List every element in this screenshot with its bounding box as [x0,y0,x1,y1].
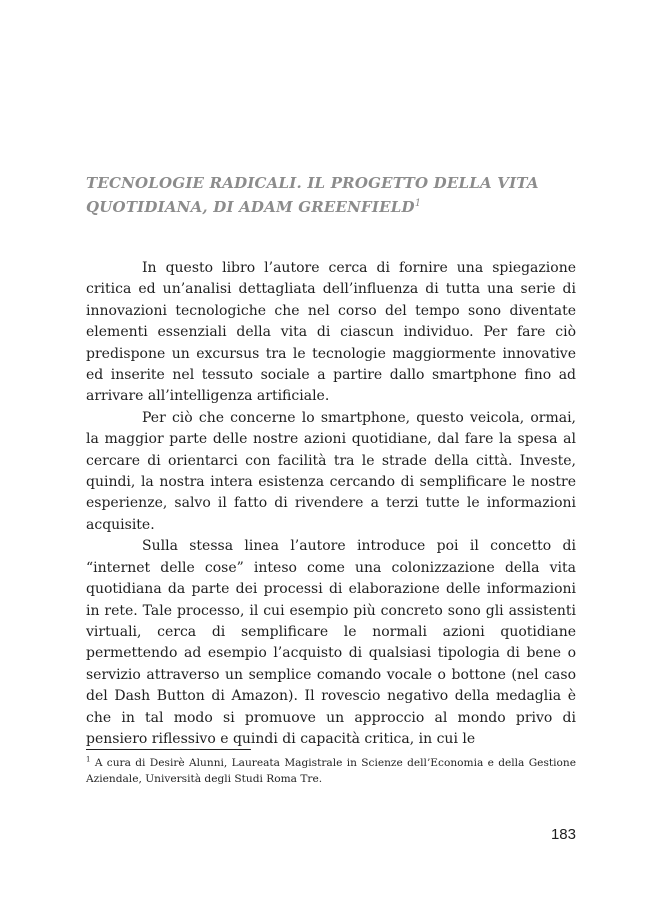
chapter-title-text: TECNOLOGIE RADICALI. IL PROGETTO DELLA VITA QUOTIDIANA, DI ADAM GREENFIELD [86,174,539,216]
footnote-text: A cura di Desirè Alunni, Laureata Magistrale in Scienze dell’Economia e della Gestione Aziendale, Università degli Studi Roma Tre. [86,757,576,785]
footnote-separator [86,749,251,750]
footnote [86,755,576,787]
paragraph-1: In questo libro l’autore cerca di fornire una spiegazione critica ed un’analisi dettagliata dell’influenza di tutta una serie di innovazioni tecnologiche che nel corso del tempo sono diventate elementi essenziali della vita di ciascun individuo. Per fare ciò predispone un excursus tra le tecnologie maggiormente innovative ed inserite nel tessuto sociale a partire dallo smartphone fino ad arrivare all’intelligenza artificiale. [86,260,576,405]
page-number: 183 [550,826,576,843]
body-text [86,258,576,750]
footnote-marker: 1 [86,755,91,764]
paragraph-3: Sulla stessa linea l’autore introduce poi il concetto di “internet delle cose” inteso come una colonizzazione della vita quotidiana da parte dei processi di elaborazione delle informazioni in rete. Tale processo, il cui esempio più concreto sono gli assistenti virtuali, cerca di semplificare le normali azioni quotidiane permettendo ad esempio l’acquisto di qualsiasi tipologia di bene o servizio attraverso un semplice comando vocale o bottone (nel caso del Dash Button di Amazon). Il rovescio negativo della medaglia è che in tal modo si promuove un approccio al mondo privo di pensiero riflessivo e quindi di capacità critica, in cui le [86,538,576,747]
title-footnote-marker: 1 [414,198,422,209]
paragraph-2: Per ciò che concerne lo smartphone, questo veicola, ormai, la maggior parte delle nostre azioni quotidiane, dal fare la spesa al cercare di orientarci con facilità tra le strade della città. Investe, quindi, la nostra intera esistenza cercando di semplificare le nostre esperienze, salvo il fatto di rivendere a terzi tutte le informazioni acquisite. [86,409,576,533]
chapter-title [86,171,586,219]
